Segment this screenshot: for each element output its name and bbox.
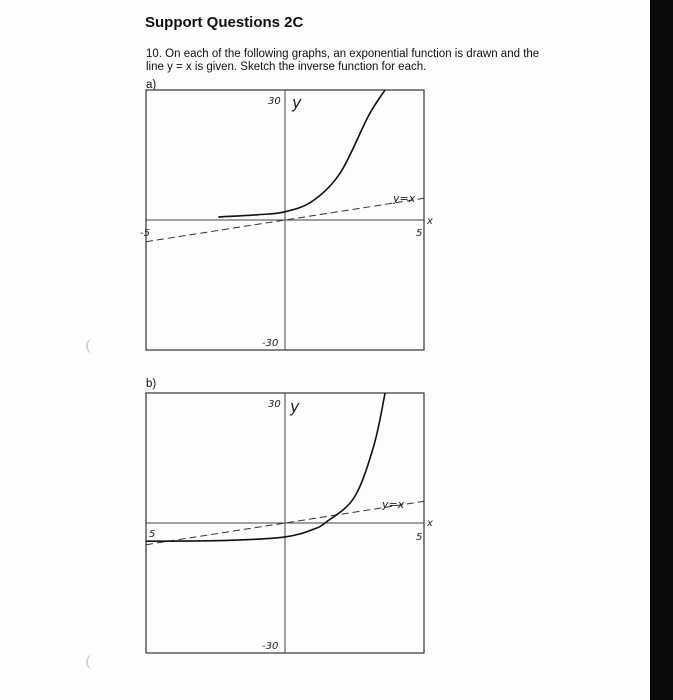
graph-a-ymax-label: 30 — [268, 96, 281, 107]
graph-b-xmax-label: 5 — [416, 532, 423, 543]
graph-a-ymin-label: -30 — [262, 338, 279, 349]
graph-a-line-label: y=x — [393, 192, 416, 205]
graph-a-xmin-label: -5 — [140, 228, 150, 239]
graph-b-ymin-label: -30 — [262, 641, 279, 652]
part-b-label: b) — [146, 378, 157, 390]
graph-a-y-axis-label: y — [292, 93, 302, 112]
graph-a — [140, 90, 433, 350]
question-line-2: line y = x is given. Sketch the inverse function for each. — [146, 61, 427, 73]
screen-edge-bar — [650, 0, 673, 700]
worksheet-heading: Support Questions 2C — [145, 14, 304, 31]
graph-b-x-axis-label: x — [427, 518, 433, 529]
graph-b-ymax-label: 30 — [268, 399, 281, 410]
graph-b — [146, 393, 433, 653]
graph-b-exponential-curve — [146, 393, 385, 541]
graph-b-y-axis-label: y — [290, 397, 300, 416]
question-line-1: 10. On each of the following graphs, an exponential function is drawn and the — [146, 48, 540, 60]
graph-a-exponential-curve — [218, 90, 385, 217]
graph-a-x-axis-label: x — [427, 216, 433, 227]
graph-b-line-label: y=x — [382, 498, 405, 511]
part-a-label: a) — [146, 79, 157, 91]
graph-b-xmin-label: 5 — [149, 529, 156, 540]
graph-a-xmax-label: 5 — [416, 228, 423, 239]
